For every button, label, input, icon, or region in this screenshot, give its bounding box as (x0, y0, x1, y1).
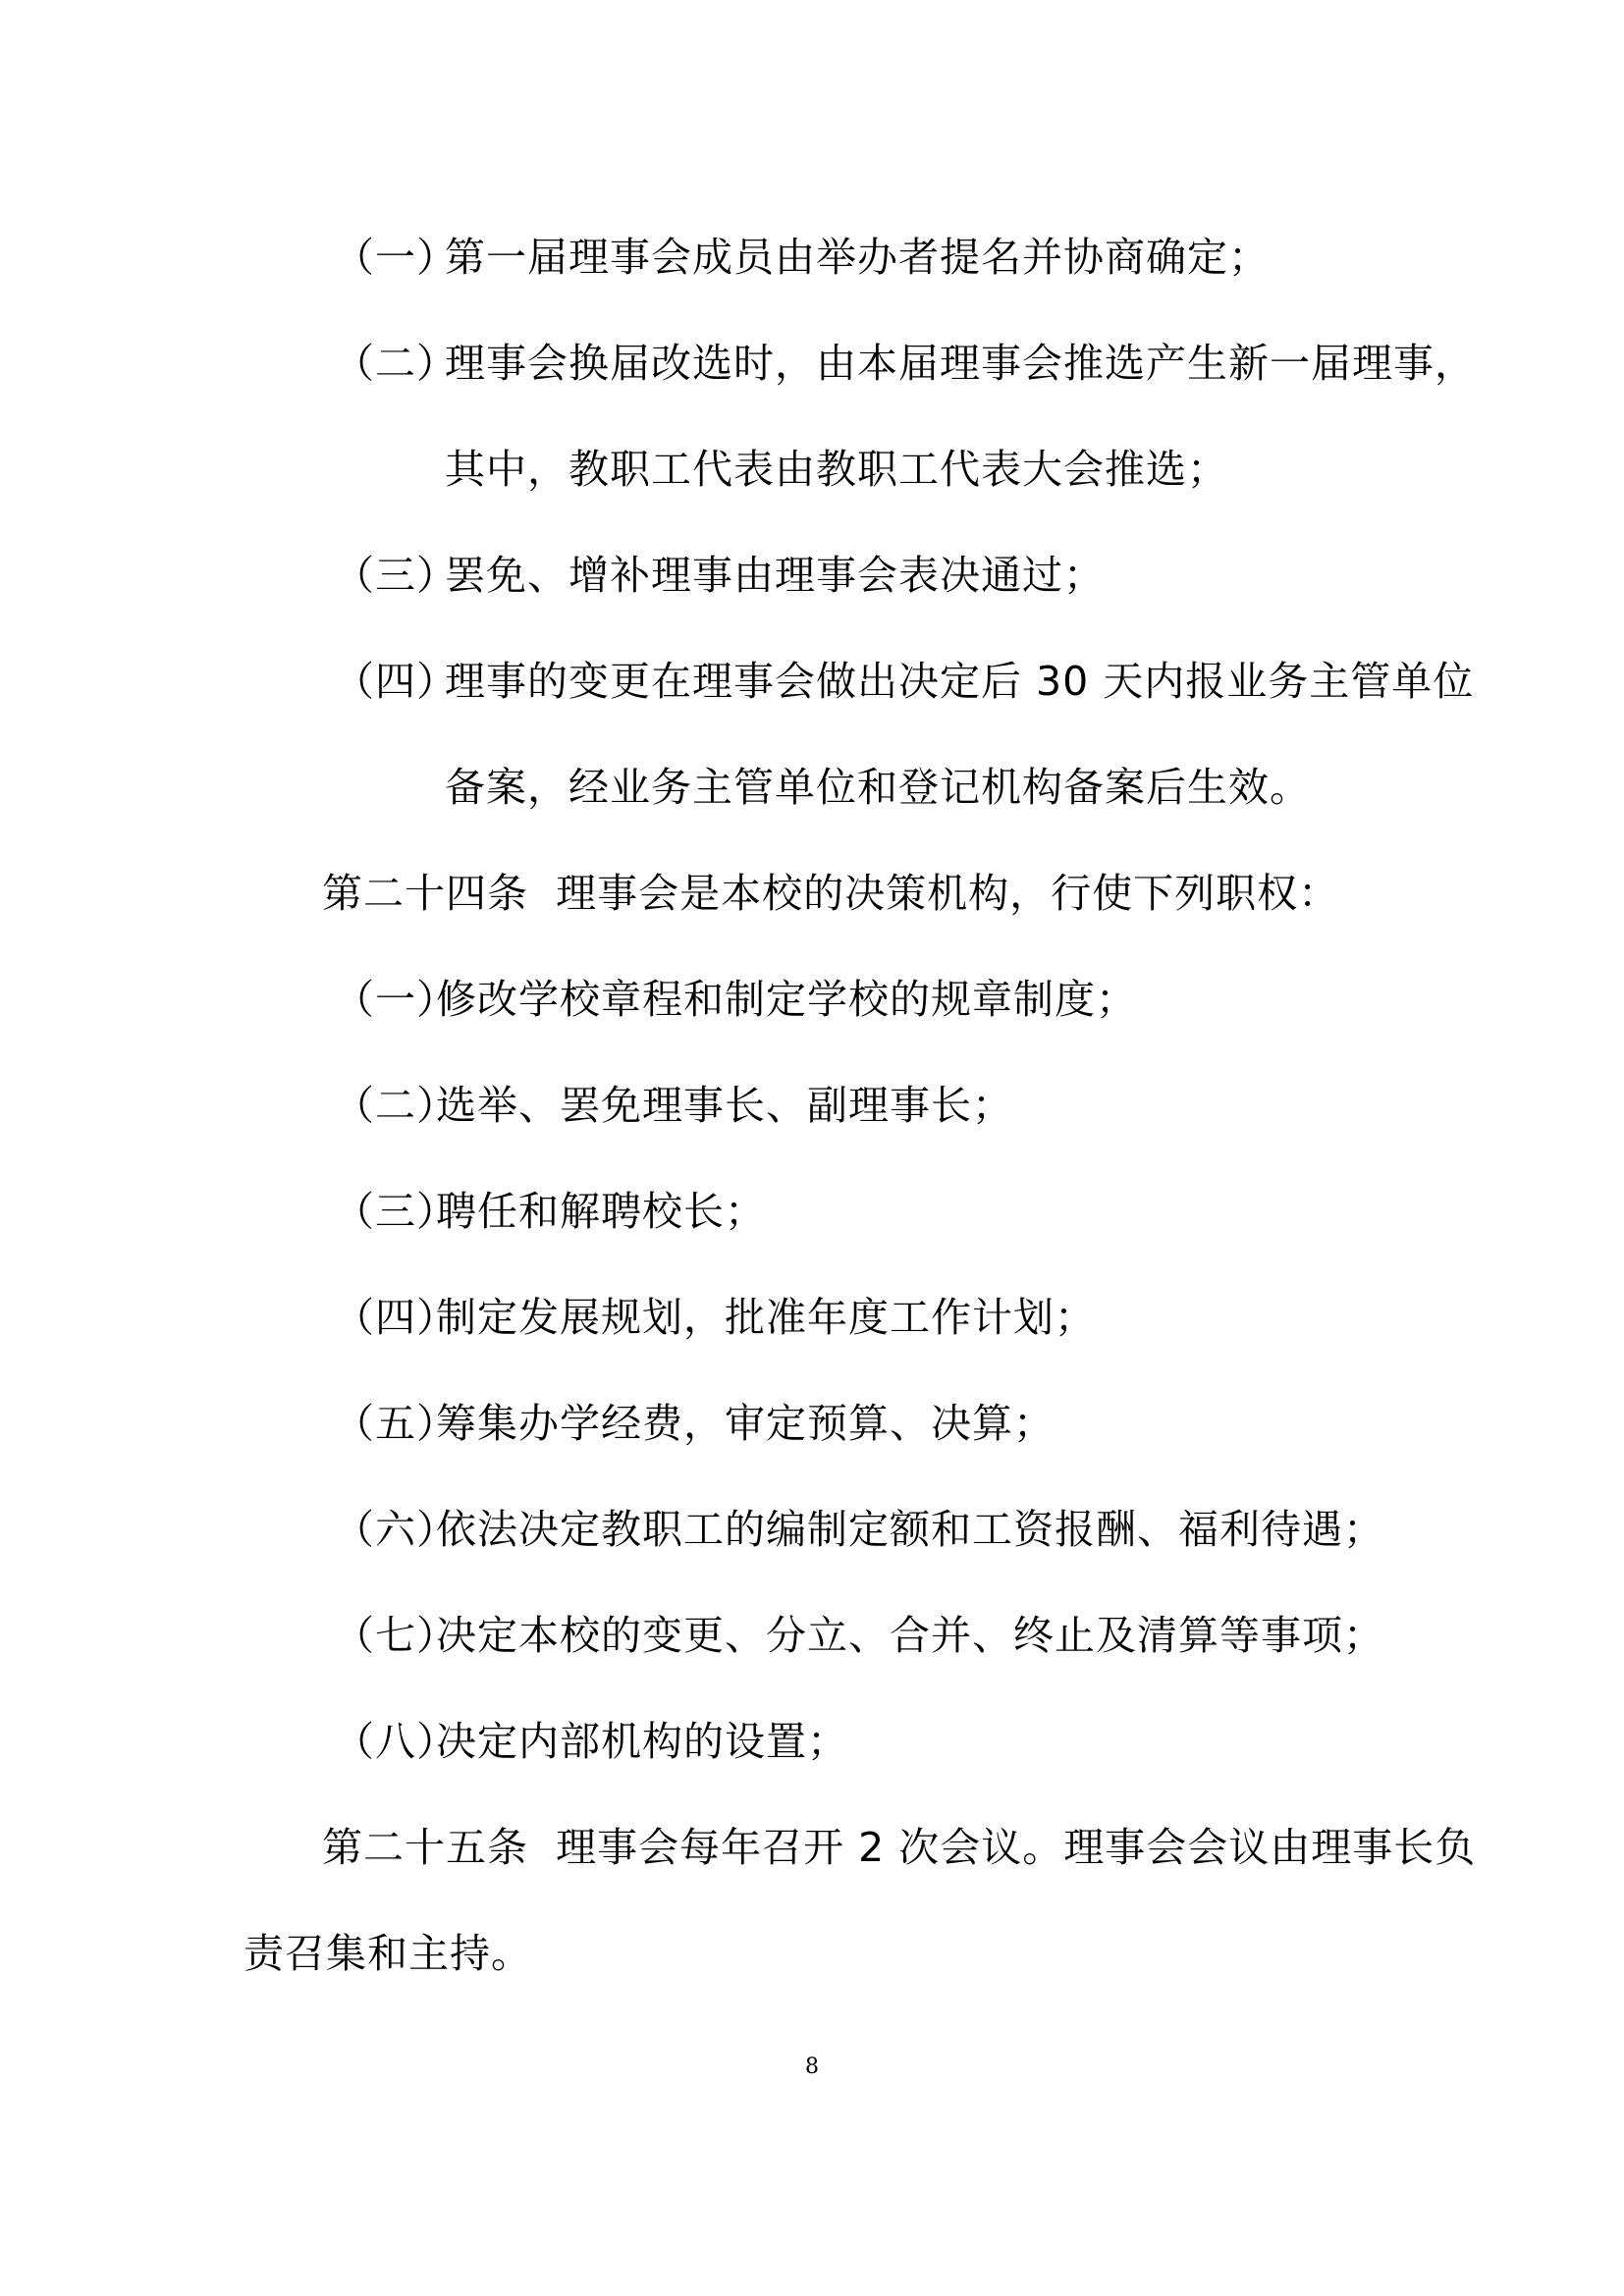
clause-text: 第一届理事会成员由举办者提名并协商确定； (445, 234, 1270, 281)
clause-text: 依法决定教职工的编制定额和工资报酬、福利待遇； (436, 1506, 1384, 1553)
clause-item-4 (334, 657, 1474, 706)
power-item-3 (334, 1187, 766, 1236)
clause-number: （四） (334, 658, 458, 705)
article-text: 责召集和主持。 (244, 1930, 532, 1977)
clause-text: 筹集办学经费，审定预算、决算； (436, 1400, 1055, 1447)
article-text: 第二十五条 理事会每年召开 2 次会议。理事会会议由理事长负 (322, 1824, 1477, 1871)
clause-text: 选举、罢免理事长、副理事长； (436, 1082, 1013, 1129)
clause-number: （二） (334, 1082, 458, 1129)
power-item-5 (334, 1399, 1055, 1448)
article-24-heading (322, 869, 1339, 918)
power-item-6 (334, 1505, 1384, 1554)
clause-number: （一） (334, 234, 458, 281)
article-25-continuation (244, 1929, 532, 1978)
clause-text: 罢免、增补理事由理事会表决通过； (445, 552, 1105, 599)
power-item-2 (334, 1081, 1013, 1130)
clause-text: 决定内部机构的设置； (436, 1718, 848, 1765)
clause-item-2 (334, 339, 1476, 388)
clause-number: （三） (334, 1188, 458, 1235)
power-item-4 (334, 1293, 1096, 1342)
clause-text: 其中，教职工代表由教职工代表大会推选； (445, 446, 1228, 493)
clause-text: 制定发展规划，批准年度工作计划； (436, 1294, 1096, 1341)
power-item-7 (334, 1611, 1384, 1660)
power-item-1 (334, 975, 1137, 1024)
clause-number: （七） (334, 1612, 458, 1659)
page-number: 8 (805, 2055, 819, 2079)
clause-continuation (445, 445, 1228, 494)
clause-text: 决定本校的变更、分立、合并、终止及清算等事项； (436, 1612, 1384, 1659)
clause-number: （二） (334, 340, 458, 387)
clause-number: （五） (334, 1400, 458, 1447)
power-item-8 (334, 1717, 848, 1766)
clause-number: （四） (334, 1294, 458, 1341)
article-25-heading (322, 1823, 1476, 1872)
clause-item-1 (334, 233, 1270, 282)
clause-number: （三） (334, 552, 458, 599)
clause-number: （一） (334, 976, 458, 1023)
article-text: 第二十四条 理事会是本校的决策机构，行使下列职权： (322, 870, 1340, 917)
clause-number: （八） (334, 1718, 458, 1765)
clause-text: 修改学校章程和制定学校的规章制度； (436, 976, 1137, 1023)
clause-text: 聘任和解聘校长； (436, 1188, 766, 1235)
clause-text: 备案，经业务主管单位和登记机构备案后生效。 (445, 764, 1311, 811)
clause-item-3 (334, 551, 1105, 600)
clause-text: 理事会换届改选时，由本届理事会推选产生新一届理事， (445, 340, 1476, 387)
clause-text: 理事的变更在理事会做出决定后 30 天内报业务主管单位 (445, 658, 1475, 705)
clause-continuation (445, 763, 1311, 812)
clause-number: （六） (334, 1506, 458, 1553)
